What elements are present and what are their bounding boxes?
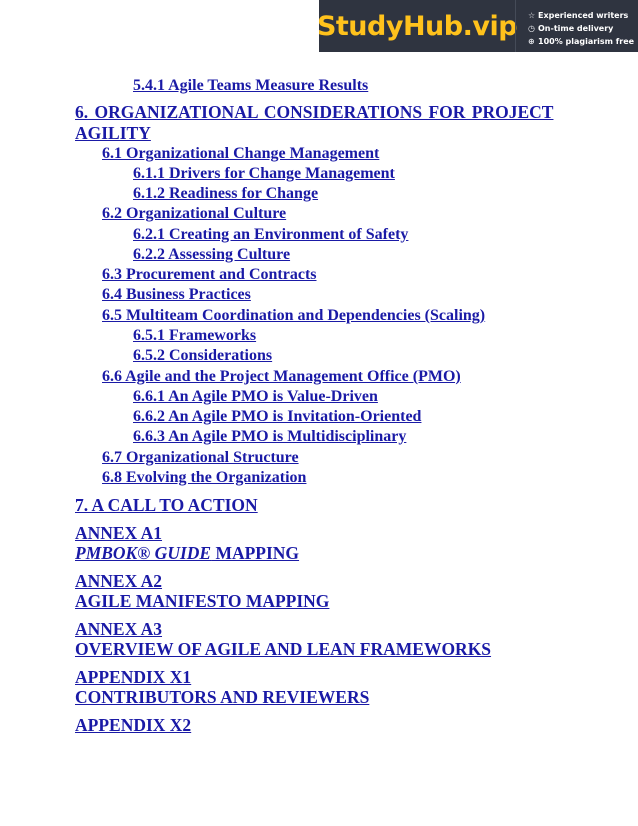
toc-link-6-7[interactable]: 6.7 Organizational Structure	[102, 449, 299, 466]
toc-link-annex-a2-title[interactable]: AGILE MANIFESTO MAPPING	[75, 591, 330, 611]
toc-link-6-8[interactable]: 6.8 Evolving the Organization	[102, 469, 307, 486]
toc-link-6-6-3[interactable]: 6.6.3 An Agile PMO is Multidisciplinary	[133, 428, 407, 445]
toc-link-6-2-1[interactable]: 6.2.1 Creating an Environment of Safety	[133, 226, 409, 243]
toc-link-annex-a3-title[interactable]: OVERVIEW OF AGILE AND LEAN FRAMEWORKS	[75, 639, 492, 659]
toc-link-6-6-2[interactable]: 6.6.2 An Agile PMO is Invitation-Oriented	[133, 408, 422, 425]
toc-link-6-2-2[interactable]: 6.2.2 Assessing Culture	[133, 246, 291, 263]
toc-link-6-5-2[interactable]: 6.5.2 Considerations	[133, 347, 273, 364]
toc-link-annex-a1[interactable]: ANNEX A1	[75, 523, 163, 543]
toc-link-6-line1[interactable]: 6. ORGANIZATIONAL CONSIDERATIONS FOR PROJECT	[75, 102, 554, 122]
toc-link-6-1[interactable]: 6.1 Organizational Change Management	[102, 145, 380, 162]
toc-link-appendix-x2[interactable]: APPENDIX X2	[75, 715, 192, 735]
toc-link-appendix-x1-title[interactable]: CONTRIBUTORS AND REVIEWERS	[75, 687, 370, 707]
toc-link-appendix-x1[interactable]: APPENDIX X1	[75, 667, 192, 687]
studyhub-logo: StudyHub.vip	[316, 10, 518, 42]
toc-link-6-5[interactable]: 6.5 Multiteam Coordination and Dependencies (Scaling)	[102, 307, 486, 324]
feature-plagiarism-free: ⊕ 100% plagiarism free	[528, 37, 635, 46]
toc-link-6-2[interactable]: 6.2 Organizational Culture	[102, 205, 287, 222]
toc-link-annex-a1-title[interactable]: PMBOK® GUIDE MAPPING	[75, 543, 300, 563]
star-icon: ☆	[528, 11, 536, 20]
toc-link-6-6-1[interactable]: 6.6.1 An Agile PMO is Value-Driven	[133, 388, 378, 405]
shield-icon: ⊕	[528, 37, 535, 46]
toc-link-5-4-1[interactable]: 5.4.1 Agile Teams Measure Results	[133, 77, 369, 94]
pmbok-guide-italic: PMBOK® GUIDE	[75, 543, 212, 563]
feature-on-time-delivery: ◷ On-time delivery	[528, 24, 614, 33]
toc-link-6-1-1[interactable]: 6.1.1 Drivers for Change Management	[133, 165, 395, 182]
feature-experienced-writers: ☆ Experienced writers	[528, 11, 629, 20]
toc-link-6-3[interactable]: 6.3 Procurement and Contracts	[102, 266, 317, 283]
clock-icon: ◷	[528, 24, 535, 33]
toc-link-6-1-2[interactable]: 6.1.2 Readiness for Change	[133, 185, 319, 202]
toc-link-7[interactable]: 7. A CALL TO ACTION	[75, 495, 258, 515]
toc-link-6-6[interactable]: 6.6 Agile and the Project Management Office (PMO)	[102, 368, 461, 385]
toc-link-6-line2[interactable]: AGILITY	[75, 123, 151, 143]
toc-link-annex-a3[interactable]: ANNEX A3	[75, 619, 163, 639]
toc-link-annex-a2[interactable]: ANNEX A2	[75, 571, 163, 591]
toc-link-6-4[interactable]: 6.4 Business Practices	[102, 286, 251, 303]
toc-link-6-5-1[interactable]: 6.5.1 Frameworks	[133, 327, 257, 344]
